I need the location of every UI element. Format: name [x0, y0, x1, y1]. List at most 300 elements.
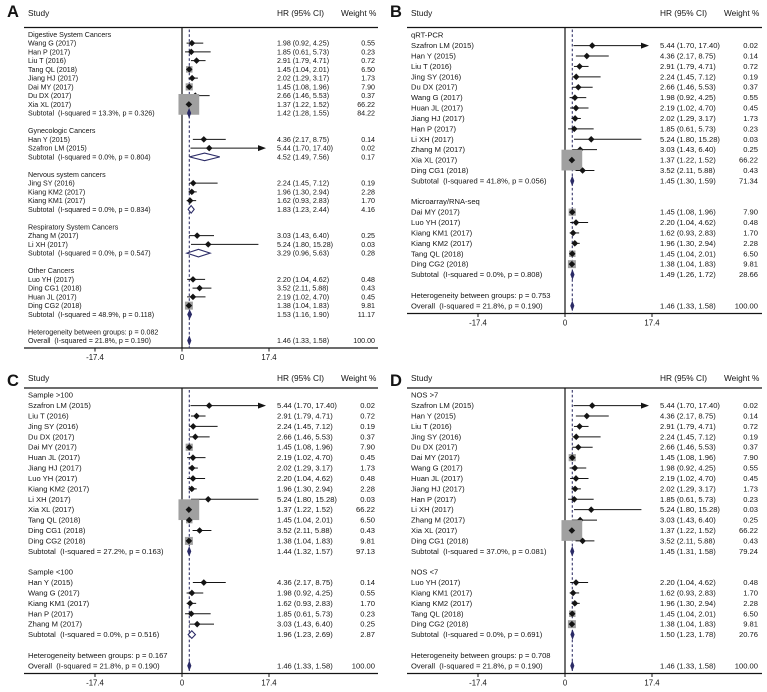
hr-ci-value: 5.24 (1.80, 15.28) — [660, 134, 720, 144]
hr-ci-value: 2.02 (1.29, 3.17) — [277, 74, 330, 83]
weight-value: 0.23 — [361, 48, 375, 57]
hr-ci-value: 2.24 (1.45, 7.12) — [277, 421, 333, 431]
hr-ci-value: 1.96 (1.30, 2.94) — [277, 188, 330, 197]
pooled-diamond — [188, 337, 191, 345]
hr-ci-value: 1.45 (1.04, 2.01) — [277, 65, 330, 74]
column-header-hr: HR (95% CI) — [277, 373, 325, 383]
study-label: Dai MY (2017) — [28, 83, 74, 92]
column-header-weight: Weight % — [341, 373, 377, 383]
weight-value: 0.23 — [360, 609, 375, 619]
weight-value: 0.25 — [743, 145, 758, 155]
point-estimate-marker — [190, 475, 197, 482]
study-label: Kiang KM1 (2017) — [28, 197, 86, 206]
ci-clipped-arrow-icon — [258, 145, 266, 151]
column-header-hr: HR (95% CI) — [660, 8, 708, 18]
panel-b — [383, 0, 767, 373]
point-estimate-marker — [205, 241, 212, 248]
subtotal-label: Subtotal (I-squared = 0.0%, p = 0.516) — [28, 630, 160, 640]
hr-ci-value: 1.49 (1.26, 1.72) — [660, 270, 716, 280]
point-estimate-marker — [206, 402, 213, 409]
weight-value: 7.90 — [743, 207, 758, 217]
hr-ci-value: 1.45 (1.04, 2.01) — [660, 249, 716, 259]
pooled-diamond — [571, 548, 574, 556]
point-estimate-marker — [192, 434, 199, 441]
point-estimate-marker — [193, 413, 200, 420]
point-estimate-marker — [206, 145, 213, 152]
study-label: Han Y (2015) — [28, 578, 73, 588]
hr-ci-value: 2.20 (1.04, 4.62) — [660, 218, 716, 228]
x-axis-tick-label: -17.4 — [469, 318, 487, 328]
point-estimate-marker — [584, 413, 591, 420]
hr-ci-value: 2.19 (1.02, 4.70) — [660, 473, 716, 483]
hr-ci-value: 5.44 (1.70, 17.40) — [277, 401, 337, 411]
panel-a-svg — [0, 0, 383, 368]
study-label: Liu T (2016) — [28, 57, 66, 66]
study-label: Xia XL (2017) — [28, 505, 75, 515]
weight-value: 0.23 — [743, 494, 758, 504]
x-axis-tick-label: 0 — [562, 678, 568, 688]
hr-ci-value: 2.66 (1.46, 5.53) — [660, 82, 716, 92]
group-label: Sample >100 — [28, 390, 73, 400]
x-axis-tick-label: -17.4 — [469, 678, 487, 688]
group-label: Digestive System Cancers — [28, 30, 112, 39]
study-label: Kiang KM1 (2017) — [411, 228, 473, 238]
hr-ci-value: 1.45 (1.08, 1.96) — [277, 83, 330, 92]
study-label: Li XH (2017) — [411, 134, 454, 144]
weight-value: 0.25 — [743, 515, 758, 525]
hr-ci-value: 1.46 (1.33, 1.58) — [277, 661, 333, 671]
study-label: Du DX (2017) — [28, 92, 72, 101]
weight-value: 0.02 — [360, 401, 375, 411]
group-label: Gynecologic Cancers — [28, 127, 96, 136]
weight-value: 1.73 — [361, 74, 375, 83]
study-label: Han Y (2015) — [28, 135, 70, 144]
hr-ci-value: 1.46 (1.33, 1.58) — [277, 337, 330, 346]
hr-ci-value: 1.85 (0.61, 5.73) — [660, 124, 716, 134]
point-estimate-marker — [194, 621, 201, 628]
weight-value: 2.28 — [360, 484, 375, 494]
point-estimate-marker — [193, 57, 200, 64]
study-label: Szafron LM (2015) — [28, 401, 91, 411]
weight-value: 0.37 — [743, 82, 758, 92]
weight-value: 0.02 — [743, 41, 758, 51]
study-label: Li XH (2017) — [28, 240, 68, 249]
hr-ci-value: 1.38 (1.04, 1.83) — [660, 619, 716, 629]
study-label: Liu T (2016) — [411, 61, 452, 71]
column-header-weight: Weight % — [341, 8, 377, 18]
hr-ci-value: 5.24 (1.80, 15.28) — [277, 494, 337, 504]
hr-ci-value: 3.03 (1.43, 6.40) — [660, 145, 716, 155]
study-label: Ding CG2 (2018) — [411, 619, 469, 629]
point-estimate-marker — [575, 444, 582, 451]
study-label: Wang G (2017) — [28, 588, 80, 598]
hr-ci-value: 5.44 (1.70, 17.40) — [660, 41, 720, 51]
weight-value: 0.43 — [360, 526, 375, 535]
weight-value: 7.90 — [743, 453, 758, 463]
weight-value: 0.48 — [361, 275, 375, 284]
weight-value: 0.03 — [361, 240, 375, 249]
hr-ci-value: 2.19 (1.02, 4.70) — [277, 453, 333, 463]
weight-value: 0.14 — [743, 51, 758, 61]
hr-ci-value: 1.62 (0.93, 2.83) — [660, 588, 716, 598]
study-label: Tang QL (2018) — [28, 65, 78, 74]
panel-letter: A — [7, 3, 19, 21]
subtotal-label: Subtotal (I-squared = 0.0%, p = 0.808) — [411, 270, 543, 280]
overall-label: Overall (I-squared = 21.8%, p = 0.190) — [28, 661, 160, 671]
subtotal-label: Subtotal (I-squared = 48.9%, p = 0.118) — [28, 310, 155, 319]
study-label: Du DX (2017) — [28, 432, 75, 442]
point-estimate-marker — [187, 197, 194, 204]
hr-ci-value: 5.24 (1.80, 15.28) — [277, 240, 334, 249]
point-estimate-marker — [201, 579, 208, 586]
x-axis-tick-label: 17.4 — [644, 318, 660, 328]
hr-ci-value: 4.36 (2.17, 8.75) — [660, 411, 716, 421]
weight-value: 0.03 — [743, 134, 758, 144]
point-estimate-marker — [588, 136, 595, 143]
weight-value: 66.22 — [355, 505, 375, 515]
study-label: Jiang HJ (2017) — [411, 484, 465, 494]
column-header-weight: Weight % — [724, 373, 760, 383]
weight-value: 100.00 — [734, 301, 758, 311]
point-estimate-marker — [573, 219, 580, 226]
hr-ci-value: 4.36 (2.17, 8.75) — [277, 578, 333, 588]
hr-ci-value: 3.03 (1.43, 6.40) — [660, 515, 716, 525]
weight-value: 84.22 — [357, 109, 375, 118]
note-label: Heterogeneity between groups: p = 0.753 — [411, 290, 551, 300]
study-label: Wang G (2017) — [411, 93, 463, 103]
weight-value: 6.50 — [743, 249, 758, 259]
group-label: Microarray/RNA-seq — [411, 197, 480, 207]
pooled-diamond — [188, 311, 192, 319]
hr-ci-value: 1.96 (1.30, 2.94) — [660, 238, 716, 248]
point-estimate-marker — [572, 465, 579, 472]
study-label: Luo YH (2017) — [411, 578, 461, 588]
hr-ci-value: 1.98 (0.92, 4.25) — [660, 463, 716, 473]
study-label: Xia XL (2017) — [411, 526, 458, 535]
hr-ci-value: 1.50 (1.23, 1.78) — [660, 630, 716, 640]
hr-ci-value: 1.62 (0.93, 2.83) — [660, 228, 716, 238]
hr-ci-value: 1.42 (1.28, 1.55) — [277, 109, 330, 118]
point-estimate-marker — [190, 276, 197, 283]
hr-ci-value: 2.91 (1.79, 4.71) — [277, 411, 333, 421]
column-header-study: Study — [28, 8, 50, 18]
hr-ci-value: 1.62 (0.93, 2.83) — [277, 197, 330, 206]
pooled-diamond — [571, 271, 574, 279]
subtotal-label: Subtotal (I-squared = 0.0%, p = 0.691) — [411, 630, 543, 640]
group-label: Sample <100 — [28, 567, 73, 577]
group-label: NOS <7 — [411, 567, 439, 577]
hr-ci-value: 1.96 (1.23, 2.69) — [277, 630, 333, 640]
study-label: Szafron LM (2015) — [411, 401, 474, 411]
point-estimate-marker — [573, 74, 580, 81]
weight-value: 0.45 — [360, 453, 375, 463]
x-axis-tick-label: 17.4 — [261, 353, 277, 362]
hr-ci-value: 4.52 (1.49, 7.56) — [277, 153, 330, 162]
point-estimate-marker — [570, 590, 577, 597]
subtotal-label: Subtotal (I-squared = 0.0%, p = 0.804) — [28, 153, 151, 162]
hr-ci-value: 2.66 (1.46, 5.53) — [277, 92, 330, 101]
weight-value: 1.70 — [361, 197, 375, 206]
subtotal-label: Subtotal (I-squared = 13.3%, p = 0.326) — [28, 109, 155, 118]
point-estimate-marker — [576, 63, 583, 70]
study-label: Xia XL (2017) — [411, 155, 458, 165]
hr-ci-value: 1.46 (1.33, 1.58) — [660, 301, 716, 311]
hr-ci-value: 4.36 (2.17, 8.75) — [277, 135, 330, 144]
study-label: Tang QL (2018) — [411, 609, 464, 619]
weight-value: 0.55 — [743, 93, 758, 103]
study-label: Han P (2017) — [28, 48, 71, 57]
weight-value: 6.50 — [361, 65, 375, 74]
point-estimate-marker — [584, 53, 591, 60]
weight-value: 0.48 — [743, 218, 758, 228]
weight-value: 4.16 — [361, 205, 375, 214]
point-estimate-marker — [572, 600, 579, 607]
point-estimate-marker — [190, 454, 197, 461]
hr-ci-value: 2.19 (1.02, 4.70) — [277, 293, 330, 302]
study-label: Han P (2017) — [411, 494, 457, 504]
overall-label: Overall (I-squared = 21.8%, p = 0.190) — [411, 661, 543, 671]
study-label: Kiang KM1 (2017) — [28, 598, 90, 608]
hr-ci-value: 1.62 (0.93, 2.83) — [277, 598, 333, 608]
group-label: Respiratory System Cancers — [28, 223, 119, 232]
weight-value: 97.13 — [355, 546, 375, 556]
study-label: Tang QL (2018) — [411, 249, 464, 259]
point-estimate-marker — [190, 294, 197, 301]
study-label: Zhang M (2017) — [28, 619, 83, 629]
study-label: Dai MY (2017) — [411, 207, 460, 217]
point-estimate-marker — [196, 285, 203, 292]
study-label: Li XH (2017) — [411, 505, 454, 515]
hr-ci-value: 3.29 (0.96, 5.63) — [277, 249, 330, 258]
overall-label: Overall (I-squared = 21.8%, p = 0.190) — [28, 337, 152, 346]
group-label: Other Cancers — [28, 267, 75, 276]
note-label: Heterogeneity between groups: p = 0.082 — [28, 328, 159, 337]
point-estimate-marker — [205, 496, 212, 503]
hr-ci-value: 2.24 (1.45, 7.12) — [660, 72, 716, 82]
hr-ci-value: 1.45 (1.31, 1.58) — [660, 546, 716, 556]
weight-value: 2.28 — [361, 188, 375, 197]
weight-value: 0.72 — [361, 57, 375, 66]
hr-ci-value: 1.38 (1.04, 1.83) — [660, 259, 716, 269]
hr-ci-value: 2.02 (1.29, 3.17) — [660, 484, 716, 494]
weight-value: 0.19 — [361, 179, 375, 188]
point-estimate-marker — [573, 475, 580, 482]
weight-value: 7.90 — [360, 442, 375, 452]
weight-value: 0.45 — [361, 293, 375, 302]
subtotal-label: Subtotal (I-squared = 37.0%, p = 0.081) — [411, 546, 547, 556]
column-header-study: Study — [411, 373, 433, 383]
hr-ci-value: 1.85 (0.61, 5.73) — [660, 494, 716, 504]
study-label: Jiang HJ (2017) — [28, 463, 82, 473]
weight-value: 66.22 — [738, 155, 758, 165]
x-axis-tick-label: 0 — [562, 318, 568, 328]
column-header-hr: HR (95% CI) — [660, 373, 708, 383]
weight-value: 9.81 — [360, 536, 375, 546]
weight-value: 0.02 — [743, 401, 758, 411]
hr-ci-value: 1.53 (1.16, 1.90) — [277, 310, 330, 319]
hr-ci-value: 1.38 (1.04, 1.83) — [277, 302, 330, 311]
point-estimate-marker — [194, 232, 201, 239]
point-estimate-marker — [196, 527, 203, 534]
study-label: Jing SY (2016) — [28, 179, 75, 188]
point-estimate-marker — [189, 590, 196, 597]
point-estimate-marker — [589, 402, 596, 409]
pooled-diamond — [571, 631, 574, 639]
hr-ci-value: 1.45 (1.08, 1.96) — [660, 453, 716, 463]
ci-clipped-arrow-icon — [258, 403, 266, 409]
study-label: Kiang KM2 (2017) — [411, 238, 473, 248]
weight-value: 11.17 — [357, 310, 375, 319]
study-label: Ding CG1 (2018) — [28, 284, 82, 293]
weight-value: 0.48 — [743, 578, 758, 588]
study-label: Ding CG1 (2018) — [411, 536, 469, 546]
hr-ci-value: 2.20 (1.04, 4.62) — [660, 578, 716, 588]
weight-value: 0.19 — [743, 432, 758, 442]
weight-value: 1.70 — [360, 598, 375, 608]
weight-value: 0.23 — [743, 124, 758, 134]
point-estimate-marker — [573, 434, 580, 441]
study-label: Kiang KM2 (2017) — [28, 484, 90, 494]
weight-value: 100.00 — [351, 661, 375, 671]
hr-ci-value: 3.03 (1.43, 6.40) — [277, 619, 333, 629]
group-label: NOS >7 — [411, 390, 439, 400]
point-estimate-marker — [573, 105, 580, 112]
study-label: Huan JL (2017) — [28, 453, 81, 463]
study-label: Zhang M (2017) — [28, 232, 79, 241]
hr-ci-value: 2.91 (1.79, 4.71) — [660, 61, 716, 71]
weight-value: 6.50 — [743, 609, 758, 619]
hr-ci-value: 1.83 (1.23, 2.44) — [277, 205, 330, 214]
hr-ci-value: 2.66 (1.46, 5.53) — [660, 442, 716, 452]
hr-ci-value: 1.98 (0.92, 4.25) — [277, 39, 330, 48]
hr-ci-value: 1.37 (1.22, 1.52) — [660, 526, 716, 535]
pooled-diamond — [571, 177, 574, 185]
point-estimate-marker — [589, 42, 596, 49]
study-label: Jing SY (2016) — [28, 421, 79, 431]
hr-ci-value: 4.36 (2.17, 8.75) — [660, 51, 716, 61]
study-label: Szafron LM (2015) — [411, 41, 474, 51]
study-label: Szafron LM (2015) — [28, 144, 87, 153]
hr-ci-value: 2.19 (1.02, 4.70) — [660, 103, 716, 113]
panel-d — [383, 368, 767, 692]
point-estimate-marker — [570, 230, 577, 237]
column-header-study: Study — [28, 373, 50, 383]
hr-ci-value: 3.52 (2.11, 5.88) — [660, 536, 716, 546]
hr-ci-value: 1.45 (1.08, 1.96) — [277, 442, 333, 452]
hr-ci-value: 1.98 (0.92, 4.25) — [660, 93, 716, 103]
weight-value: 71.34 — [738, 176, 758, 186]
pooled-diamond — [571, 302, 574, 310]
study-label: Ding CG1 (2018) — [411, 166, 469, 175]
point-estimate-marker — [201, 136, 208, 143]
hr-ci-value: 2.91 (1.79, 4.71) — [660, 421, 716, 431]
study-label: Tang QL (2018) — [28, 515, 81, 525]
weight-value: 0.37 — [743, 442, 758, 452]
study-label: Jing SY (2016) — [411, 432, 462, 442]
weight-value: 0.55 — [743, 463, 758, 473]
weight-value: 66.22 — [738, 526, 758, 535]
hr-ci-value: 1.37 (1.22, 1.52) — [277, 505, 333, 515]
hr-ci-value: 2.24 (1.45, 7.12) — [277, 179, 330, 188]
weight-value: 0.43 — [743, 166, 758, 175]
hr-ci-value: 3.52 (2.11, 5.88) — [277, 284, 329, 293]
point-estimate-marker — [576, 423, 583, 430]
study-label: Huan JL (2017) — [28, 293, 77, 302]
study-label: Zhang M (2017) — [411, 145, 466, 155]
weight-value: 0.03 — [360, 494, 375, 504]
panel-d-svg — [383, 368, 767, 692]
weight-value: 2.28 — [743, 598, 758, 608]
group-label: qRT-PCR — [411, 30, 444, 40]
weight-value: 0.37 — [360, 432, 375, 442]
point-estimate-marker — [189, 75, 196, 82]
weight-value: 0.03 — [743, 505, 758, 515]
study-label: Jiang HJ (2017) — [28, 74, 79, 83]
study-label: Wang G (2017) — [411, 463, 463, 473]
subtotal-label: Subtotal (I-squared = 0.0%, p = 0.547) — [28, 249, 151, 258]
x-axis-tick-label: 17.4 — [261, 678, 277, 688]
weight-value: 9.81 — [361, 302, 375, 311]
study-label: Liu T (2016) — [411, 421, 452, 431]
study-label: Dai MY (2017) — [411, 453, 460, 463]
column-header-weight: Weight % — [724, 8, 760, 18]
point-estimate-marker — [190, 423, 197, 430]
weight-value: 0.14 — [361, 135, 375, 144]
pooled-diamond — [188, 548, 191, 556]
hr-ci-value: 2.20 (1.04, 4.62) — [277, 275, 330, 284]
hr-ci-value: 1.98 (0.92, 4.25) — [277, 588, 333, 598]
panel-letter: B — [390, 3, 402, 21]
pooled-diamond — [571, 662, 574, 670]
hr-ci-value: 1.45 (1.30, 1.59) — [660, 176, 716, 186]
pooled-diamond — [187, 249, 210, 257]
pooled-diamond — [189, 153, 219, 161]
hr-ci-value: 1.85 (0.61, 5.73) — [277, 48, 330, 57]
study-label: Han Y (2015) — [411, 411, 456, 421]
hr-ci-value: 2.02 (1.29, 3.17) — [277, 463, 333, 473]
study-label: Ding CG2 (2018) — [28, 536, 86, 546]
hr-ci-value: 1.37 (1.22, 1.52) — [277, 100, 330, 109]
weight-value: 0.55 — [361, 39, 375, 48]
weight-value: 0.72 — [360, 411, 375, 421]
x-axis-tick-label: -17.4 — [86, 678, 104, 688]
weight-value: 66.22 — [357, 100, 375, 109]
group-label: Nervous system cancers — [28, 170, 106, 179]
point-estimate-marker — [190, 180, 197, 187]
weight-value: 100.00 — [353, 337, 375, 346]
study-label: Huan JL (2017) — [411, 473, 464, 483]
point-estimate-marker — [575, 84, 582, 91]
study-label: Kiang KM2 (2017) — [411, 598, 473, 608]
x-axis-tick-label: 0 — [179, 353, 185, 362]
hr-ci-value: 1.96 (1.30, 2.94) — [277, 484, 333, 494]
weight-value: 0.19 — [360, 421, 375, 431]
weight-value: 7.90 — [361, 83, 375, 92]
pooled-diamond — [188, 662, 191, 670]
hr-ci-value: 1.45 (1.04, 2.01) — [660, 609, 716, 619]
weight-value: 0.55 — [360, 588, 375, 598]
hr-ci-value: 5.44 (1.70, 17.40) — [277, 144, 334, 153]
weight-value: 100.00 — [734, 661, 758, 671]
weight-value: 28.66 — [738, 270, 758, 280]
study-label: Du DX (2017) — [411, 442, 458, 452]
study-label: Xia XL (2017) — [28, 100, 72, 109]
x-axis-tick-label: 17.4 — [644, 678, 660, 688]
hr-ci-value: 1.37 (1.22, 1.52) — [660, 155, 716, 165]
study-label: Kiang KM1 (2017) — [411, 588, 473, 598]
weight-value: 9.81 — [743, 619, 758, 629]
hr-ci-value: 1.85 (0.61, 5.73) — [277, 609, 333, 619]
